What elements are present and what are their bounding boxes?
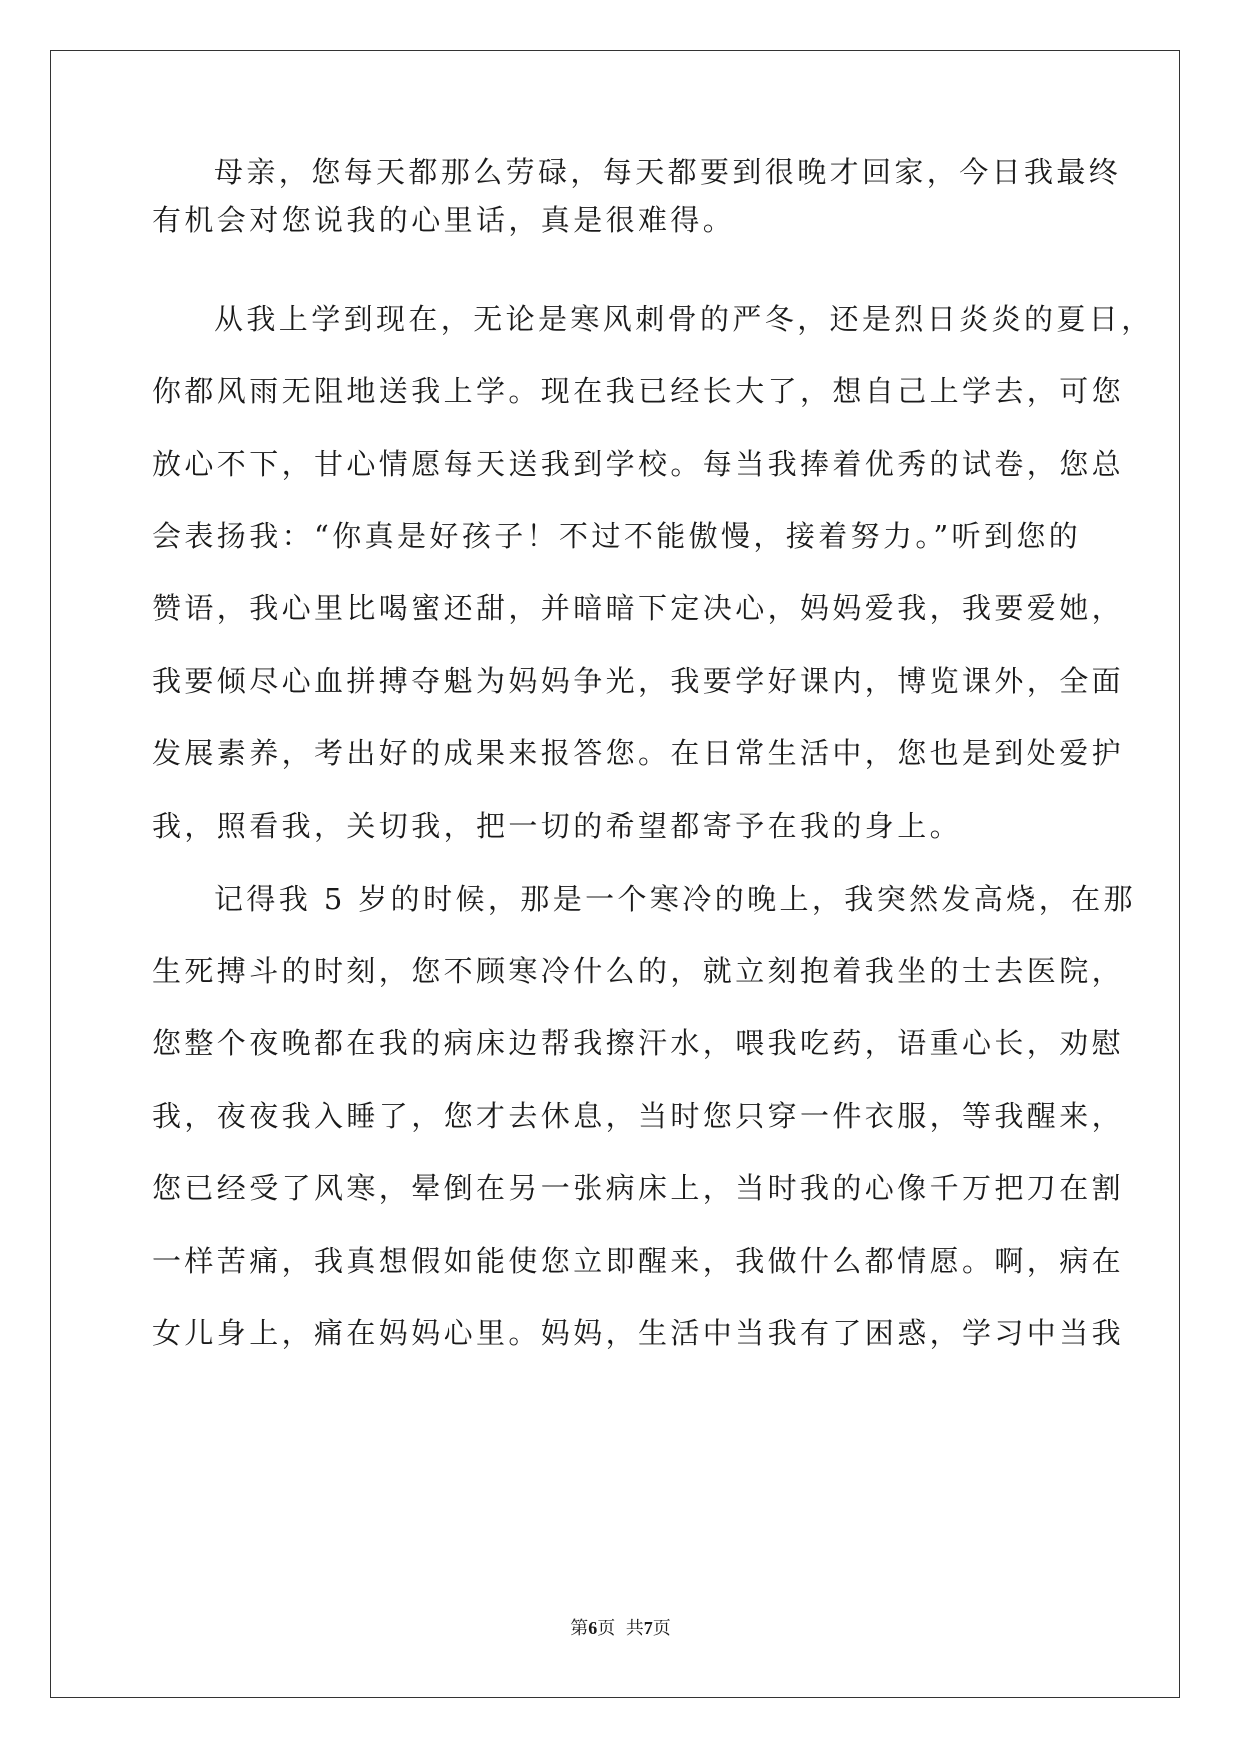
text-line: 记得我 5 岁的时候，那是一个寒冷的晚上，我突然发高烧，在那 xyxy=(214,882,1136,916)
current-page-number: 6 xyxy=(588,1618,598,1638)
footer-total-suffix: 页 xyxy=(652,1618,671,1638)
text-line: 有机会对您说我的心里话，真是很难得。 xyxy=(152,203,736,237)
footer-total-prefix: 共 xyxy=(625,1618,644,1638)
text-line: 从我上学到现在，无论是寒风刺骨的严冬，还是烈日炎炎的夏日， xyxy=(214,302,1154,336)
text-line: 你都风雨无阻地送我上学。现在我已经长大了，想自己上学去，可您 xyxy=(152,374,1125,408)
total-page-number: 7 xyxy=(643,1618,653,1638)
text-line: 母亲，您每天都那么劳碌，每天都要到很晚才回家，今日我最终 xyxy=(214,155,1122,189)
page-border xyxy=(50,50,1180,1698)
text-line: 赞语，我心里比喝蜜还甜，并暗暗下定决心，妈妈爱我，我要爱她， xyxy=(152,591,1125,625)
text-line: 一样苦痛，我真想假如能使您立即醒来，我做什么都情愿。啊，病在 xyxy=(152,1244,1125,1278)
footer-page-suffix: 页 xyxy=(597,1618,616,1638)
text-line: 女儿身上，痛在妈妈心里。妈妈，生活中当我有了困惑，学习中当我 xyxy=(152,1316,1125,1350)
footer-page-prefix: 第 xyxy=(570,1618,589,1638)
text-line: 会表扬我：“你真是好孩子！不过不能傲慢，接着努力。”听到您的 xyxy=(152,519,1082,553)
text-line: 您已经受了风寒，晕倒在另一张病床上，当时我的心像千万把刀在割 xyxy=(152,1171,1125,1205)
text-line: 我要倾尽心血拼搏夺魁为妈妈争光，我要学好课内，博览课外，全面 xyxy=(152,664,1125,698)
text-line: 发展素养，考出好的成果来报答您。在日常生活中，您也是到处爱护 xyxy=(152,736,1125,770)
text-line: 放心不下，甘心情愿每天送我到学校。每当我捧着优秀的试卷，您总 xyxy=(152,447,1125,481)
text-line: 生死搏斗的时刻，您不顾寒冷什么的，就立刻抱着我坐的士去医院， xyxy=(152,954,1125,988)
text-line: 我，夜夜我入睡了，您才去休息，当时您只穿一件衣服，等我醒来， xyxy=(152,1099,1125,1133)
text-line: 您整个夜晚都在我的病床边帮我擦汗水，喂我吃药，语重心长，劝慰 xyxy=(152,1026,1125,1060)
text-line: 我，照看我，关切我，把一切的希望都寄予在我的身上。 xyxy=(152,809,963,843)
page-footer xyxy=(0,1614,1241,1640)
